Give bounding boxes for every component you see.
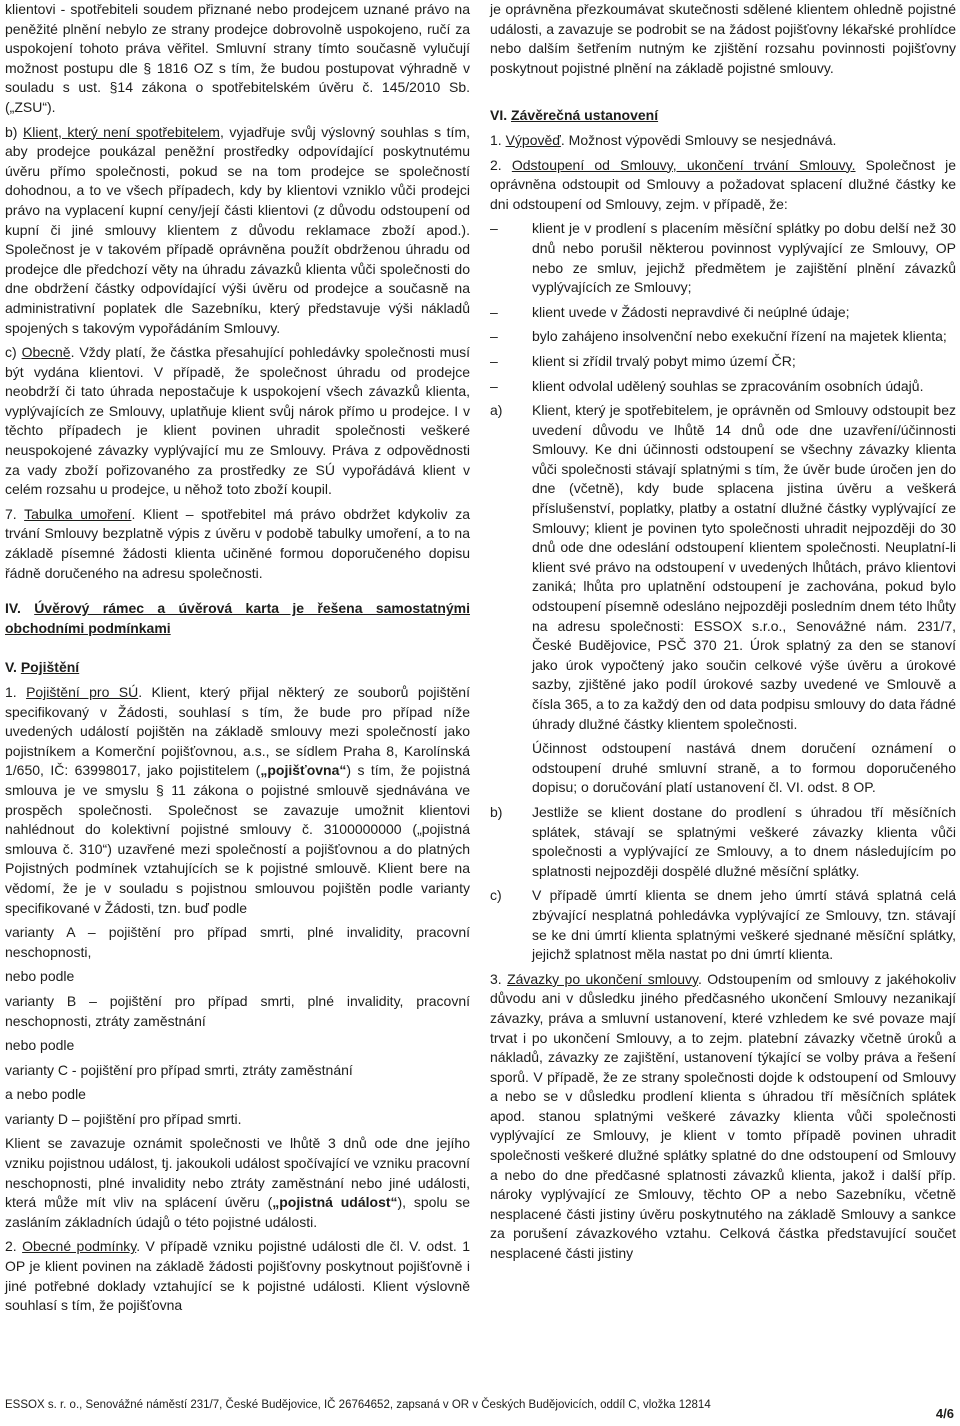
variant-d: varianty D – pojištění pro případ smrti. [5, 1110, 242, 1127]
clause-title-b: Klient, který není spotřebitelem [22, 123, 220, 140]
section-heading-iv: IV. Úvěrový rámec a úvěrová karta je řešena samostatnými obchodními podmínkami [5, 600, 470, 636]
subclause-a: a) Klient, který je spotřebitelem, je oprávněn od Smlouvy odstoupit bez uvedení důvodu ve lhůtě 14 dnů ode dne uzavření/účinnosti Smlouvy. Ke dni účinnosti odstoupení se všechny závazky klienta vůči společnosti stávají splatnými s tím, že úvěr bude úročen jen do dne (včetně), kdy bude splacena jistina úvěru a veškerá příslušenství, poplatky, platby a ostatní dlužné částky vyplývající ze Smlouvy; klient je povinen tyto společnosti uhradit nejpozději do 30 dnů ode dne odeslání odstoupení klientem společnosti. Neuplatní-li klient své právo na odstoupení v uvedených lhůtách, právo klientovi zaniká; lhůta pro uplatnění odstoupení je zachována, pokud bylo odstoupení písemně odesláno nejpozději posledním dnem této lhůty na adresu společnosti: ESSOX s.r.o., Senovážné nám. 231/7, České Budějovice, PSČ 370 21. Úrok splatný za den se stanoví jako úrok vypočtený jako součin celkové výše úvěru a úrokové sazby, zjištěné jako podíl úrokové sazby uvedené ve Smlouvě a čísla 365, a to za každý den od data podpisu smlouvy do data řádné úhrady dlužné částky klientem společnosti. [490, 402, 956, 732]
variant-a: varianty A – pojištění pro případ smrti, plné invalidity, pracovní neschopnosti, [5, 924, 470, 960]
clause-title-v2: Obecné podmínky [22, 1238, 137, 1255]
or-text: nebo podle [5, 1037, 75, 1054]
list-item: – klient si zřídil trvalý pobyt mimo území ČR; [490, 352, 796, 369]
list-item: – klient odvolal udělený souhlas se zpracováním osobních údajů. [490, 377, 924, 394]
paragraph-vi2: 2. Odstoupení od Smlouvy, ukončení trvání Smlouvy. Společnost je oprávněna odstoupit od Smlouvy a požadovat splacení dlužné částky ke dni odstoupení od Smlouvy, zejm. v případě, že: [490, 156, 956, 212]
left-column [5, 0, 470, 1321]
section-heading-v: V. Pojištění [5, 659, 80, 676]
paragraph-continued: je oprávněna přezkoumávat skutečnosti sdělené klientem ohledně pojistné události, a zavazuje se podrobit se na žádost pojišťovny lékařské prohlídce nebo dalším šetřením nutným ke zjištění rozsahu povinnosti pojišťovny poskytnout pojistné plnění na základě pojistné smlouvy. [490, 1, 956, 76]
paragraph-7: 7. Tabulka umoření. Klient – spotřebitel má právo obdržet kdykoliv za trvání Smlouvy bezplatně výpis z úvěru v podobě tabulky umoření, a to na základě písemné žádosti klienta učiněné formou doporučeného dopisu řádně doručeného na adresu společnosti. [5, 505, 471, 581]
clause-title-vi2: Odstoupení od Smlouvy, ukončení trvání Smlouvy. [511, 156, 856, 173]
clause-title-c: Obecně [21, 344, 71, 361]
paragraph-b: b) Klient, který není spotřebitelem, vyjadřuje svůj výslovný souhlas s tím, aby prodejce poukázal peněžní prostředky odpovídající poskytnutému úvěru přímo společnosti, pokud se na tom prodejce se společností dohodnou, a to ve všech případech, kdy by klientovi vzniklo vůči prodejci právo na vyplacení kupní ceny/její části klientovi (z důvodu odstoupení od kupní či jiné smlouvy klientem z důvodu reklamace zboží apod.). Společnost je v takovém případě oprávněna použít obdrženou úhradu od prodejce dle předchozí věty na úhradu závazků klienta vůči společnosti do dne obdržení částky odpovídající výši úvěru od prodejce a současně na administrativní poplatek dle Sazebníku, který představuje výši nákladů spojených s takovým vypořádáním Smlouvy. [5, 123, 470, 336]
paragraph-c: c) Obecně. Vždy platí, že částka přesahující pohledávky společnosti musí být vydána klientovi. V případě, že společnost úhradu od prodejce neobdrží či tato úhrada nepostačuje k uspokojení všech závazků klienta, vyplývajících ze Smlouvy, uplatňuje klient svůj nárok přímo u prodejce. I v těchto případech je klient povinen uhradit společnosti veškeré neuspokojené závazky vyplývající mu ze Smlouvy. Práva z odpovědnosti za vady zboží pořizovaného za prostředky ze SÚ vypořádává klient v celém rozsahu u prodejce, u něhož toto zboží koupil. [5, 344, 471, 498]
clause-title-v1: Pojištění pro SÚ [26, 684, 139, 700]
or-text: nebo podle [5, 968, 75, 985]
clause-title-vi3: Závazky po ukončení smlouvy [507, 970, 699, 987]
paragraph-v2: 2. Obecné podmínky. V případě vzniku pojistné události dle čl. V. odst. 1 OP je klient povinen na základě žádosti pojišťovny poskytnout pojišťovně i jiné potřebné doklady vztahující se k pojistné události. Klient výslovně souhlasí s tím, že pojišťovna [5, 1238, 470, 1314]
paragraph-notify: Klient se zavazuje oznámit společnosti ve lhůtě 3 dnů ode dne jejího vzniku pojistnou událost, tj. jakoukoli událost spočívající ve vzniku pracovní neschopnosti, plné invalidity nebo ztráty zaměstnání nebo jiné události, která může mít vliv na splácení úvěru („pojistná událost“), spolu se zasláním základních údajů o této pojistné události. [5, 1135, 470, 1230]
paragraph-intro: klientovi - spotřebiteli soudem přiznané nebo prodejcem uznané právo na peněžité plnění nebylo ze strany prodejce dobrovolně uspokojeno, ručí za uspokojení tohoto práva věřitel. Smluvní strany tímto současně vylučují možnost postupu dle § 1816 OZ s tím, že budou postupovat výhradně v souladu s ust. §14 zákona o spotřebitelském úvěru č. 145/2010 Sb. („ZSU“). [5, 1, 470, 115]
list-item: – klient je v prodlení s placením měsíční splátky po dobu delší než 30 dnů nebo porušil některou povinnost vyplývající ze Smlouvy, OP nebo ze smluv, jejichž předmětem je zajištění plnění závazků vyplývajících ze Smlouvy; [490, 220, 956, 296]
paragraph-vi3: 3. Závazky po ukončení smlouvy. Odstoupením od smlouvy z jakéhokoliv důvodu ani v důsledku jiného předčasného ukončení Smlouvy nezanikají závazky, práva a smluvní ustanovení, které vzhledem ke své povaze mají trvat i po ukončení Smlouvy, a to zejm. platební závazky včetně úroků a nákladů, závazky ze zajištění, ustanovení týkající se volby práva a řešení sporů. V případě, že ze strany společnosti dojde k odstoupení od Smlouvy a nebo se v důsledku prodlení klienta s úhradou tří měsíčních splátek apod. stanou splatnými veškeré závazky klienta vůči společnosti vyplývající ze Smlouvy, je klient v tomto případě povinen uhradit společnosti veškeré dlužné splátky splatné do dne odstoupení od Smlouvy a nebo do dne předčasné splatnosti závazků klienta, jakož i další příp. nároky vyplývající ze Smlouvy, těchto OP a nebo Sazebníku, včetně nesplacené části jistiny úvěru poskytnutého na základě Smlouvy a sankce za porušení závazkového vztahu. Celková částka představující součet nesplacené části jistiny [490, 970, 956, 1262]
or-text: a nebo podle [5, 1086, 86, 1103]
list-item: – bylo zahájeno insolvenční nebo exekuční řízení na majetek klienta; [490, 328, 947, 345]
section-heading-vi: VI. Závěrečná ustanovení [490, 107, 659, 124]
paragraph-vi1: 1. Výpověď. Možnost výpovědi Smlouvy se nesjednává. [490, 131, 837, 148]
list-item: – klient uvede v Žádosti nepravdivé či neúplné údaje; [490, 303, 850, 320]
paragraph-v1: 1. Pojištění pro SÚ. Klient, který přijal některý ze souborů pojištění specifikovaný v Žádosti, souhlasí s tím, že bude pro případ níže uvedených událostí pojištěn na základě smlouvy mezi společností jako pojistníkem a Komerční pojišťovnou, a.s., se sídlem Praha 8, Karolínská 1/650, IČ: 63998017, jako pojistitelem („pojišťovna“) s tím, že pojistná smlouva je ve smyslu § 11 zákona o pojistné smlouvě sjednávána ve prospěch společnosti. Společnost se zavazuje umožnit klientovi nahlédnout do kolektivní pojistné smlouvy č. 3100000000 („pojistná smlouva č. 310“) uzavřené mezi společností a pojišťovnou a do platných Pojistných podmínek vztahujících se k pojistné smlouvě. Klient bere na vědomí, že je v souladu s pojistnou smlouvou pojištěn podle varianty specifikované v Žádosti, tzn. buď podle [5, 684, 471, 916]
page-footer: ESSOX s. r. o., Senovážné náměstí 231/7, České Budějovice, IČ 26764652, zapsaná v OR v Českých Budějovicích, oddíl C, vložka 12814 [5, 1399, 711, 1411]
subclause-a-continued: Účinnost odstoupení nastává dnem doručení oznámení o odstoupení druhé smluvní straně, a to formou doporučeného dopisu; o doručování platí ustanovení čl. VI. odst. 8 OP. [532, 740, 956, 796]
variant-b: varianty B – pojištění pro případ smrti, plné invalidity, pracovní neschopnosti, ztráty zaměstnání [5, 992, 470, 1029]
right-column [490, 0, 956, 1269]
subclause-b: b) Jestliže se klient dostane do prodlení s úhradou tří měsíčních splátek, stávají se splatnými veškeré závazky klienta vůči společnosti a vyplývající ze Smlouvy, a to dnem následujícím po splatnosti nejpozději dospělé dlužné měsíční splátky. [490, 803, 956, 879]
clause-title-7: Tabulka umoření [24, 505, 132, 522]
subclause-c: c) V případě úmrtí klienta se dnem jeho úmrtí stává splatná celá zbývající nesplatná pohledávka vyplývající ze Smlouvy, tzn. stávají se ke dni úmrtí klienta splatnými veškeré sjednané měsíční splátky, jejichž splatnost měla nastat po dni úmrtí klienta. [490, 887, 956, 963]
page-number: 4/6 [935, 1406, 954, 1421]
clause-title-vi1: Výpověď [505, 131, 561, 148]
variant-c: varianty C - pojištění pro případ smrti, ztráty zaměstnání [5, 1061, 353, 1078]
